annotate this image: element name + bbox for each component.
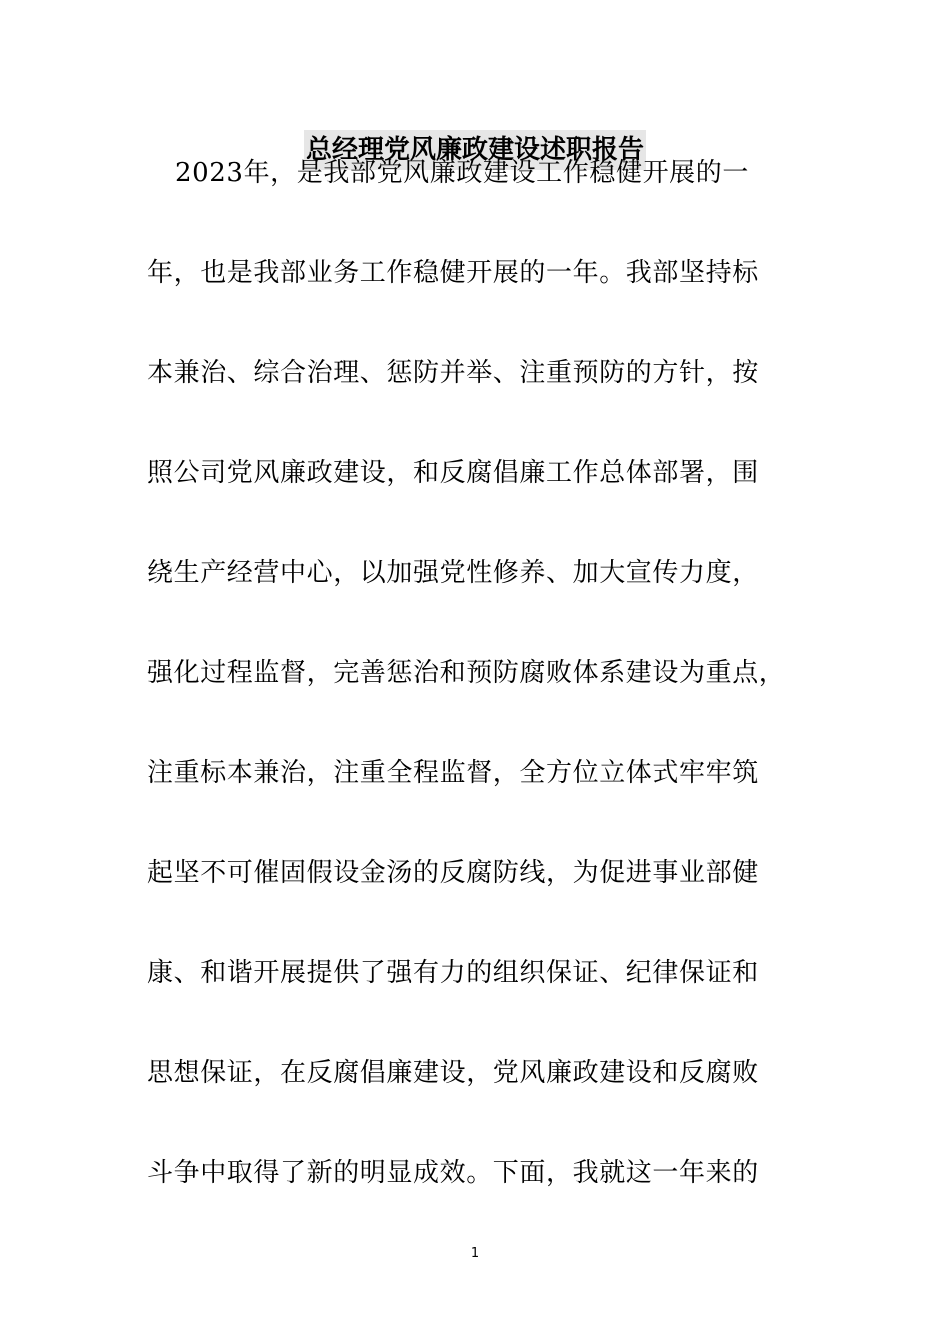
- paragraph-line-3: 本兼治、综合治理、惩防并举、注重预防的方针，按: [147, 358, 759, 388]
- page-number: 1: [470, 1246, 480, 1261]
- paragraph-line-6: 强化过程监督，完善惩治和预防腐败体系建设为重点，: [147, 658, 786, 688]
- paragraph-line-9: 康、和谐开展提供了强有力的组织保证、纪律保证和: [147, 958, 759, 988]
- paragraph-line-1: 2023年，是我部党风廉政建设工作稳健开展的一: [175, 158, 749, 188]
- paragraph-line-5: 绕生产经营中心，以加强党性修养、加大宣传力度，: [147, 558, 759, 588]
- paragraph-line-4: 照公司党风廉政建设，和反腐倡廉工作总体部署，围: [147, 458, 759, 488]
- paragraph-line-2: 年，也是我部业务工作稳健开展的一年。我部坚持标: [147, 258, 759, 288]
- paragraph-line-10: 思想保证，在反腐倡廉建设，党风廉政建设和反腐败: [147, 1058, 759, 1088]
- document-title: 总经理党风廉政建设述职报告: [304, 130, 646, 170]
- paragraph-line-8: 起坚不可催固假设金汤的反腐防线，为促进事业部健: [147, 858, 759, 888]
- paragraph-line-11: 斗争中取得了新的明显成效。下面，我就这一年来的: [147, 1158, 759, 1188]
- paragraph-line-7: 注重标本兼治，注重全程监督，全方位立体式牢牢筑: [147, 758, 759, 788]
